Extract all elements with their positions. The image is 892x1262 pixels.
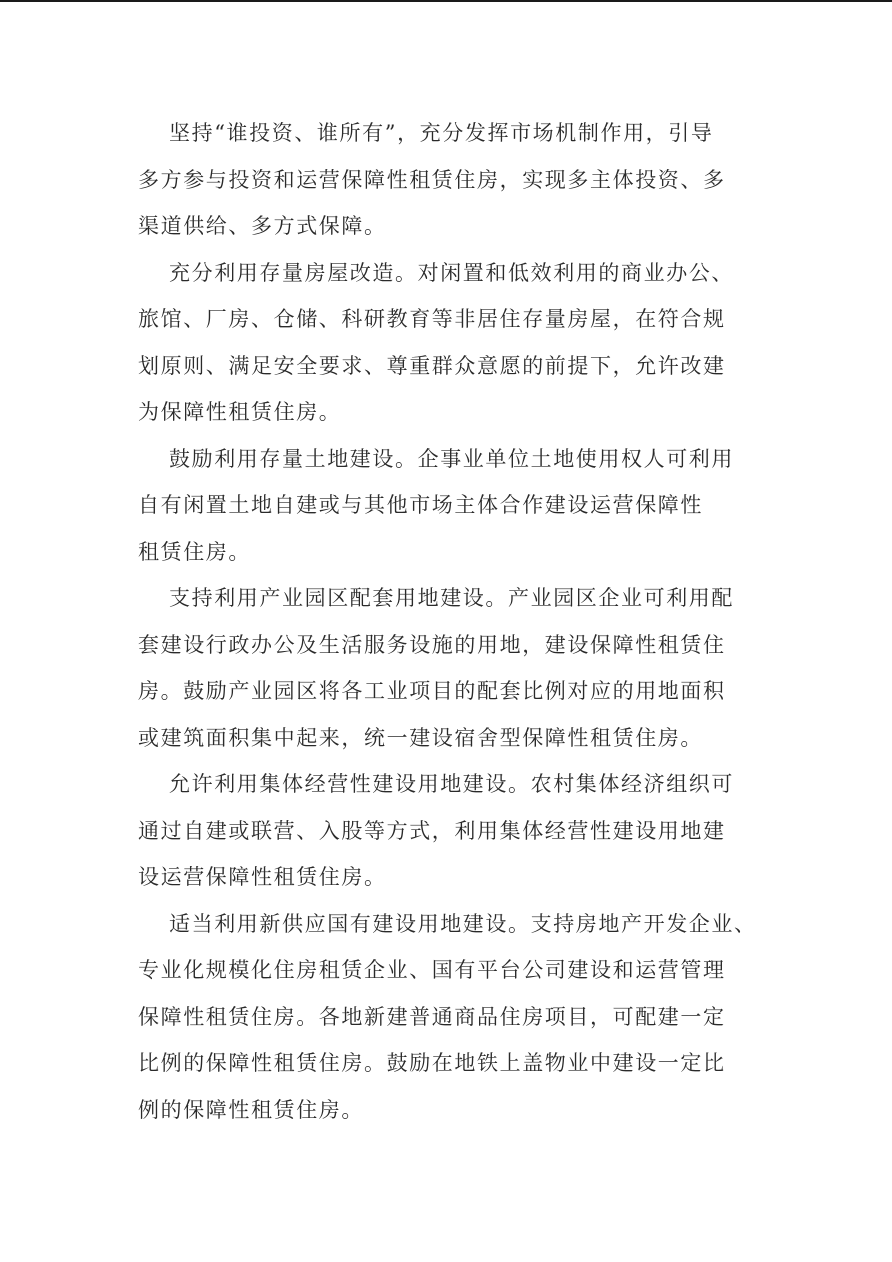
paragraph-line: 或建筑面积集中起来，统一建设宿舍型保障性租赁住房。 (138, 725, 703, 750)
paragraph-collective-land (138, 761, 768, 901)
paragraph-line: 旅馆、厂房、仓储、科研教育等非居住存量房屋，在符合规 (138, 307, 726, 331)
paragraph-line: 设运营保障性租赁住房。 (138, 865, 387, 889)
paragraph-industrial-park (138, 575, 768, 761)
paragraph-new-state-land (138, 901, 768, 1134)
paragraph-line: 坚持“谁投资、谁所有”，充分发挥市场机制作用，引导 (169, 121, 714, 145)
paragraph-line: 多方参与投资和运营保障性租赁住房，实现多主体投资、多 (138, 167, 726, 192)
paragraph-line: 自有闲置土地自建或与其他市场主体合作建设运营保障性 (138, 493, 703, 517)
paragraph-existing-housing (138, 250, 768, 436)
document-body (138, 110, 768, 1133)
paragraph-line: 保障性租赁住房。各地新建普通商品住房项目，可配建一定 (138, 1004, 726, 1029)
paragraph-line: 通过自建或联营、入股等方式，利用集体经营性建设用地建 (138, 818, 726, 843)
paragraph-line: 鼓励利用存量土地建设。企事业单位土地使用权人可利用 (169, 446, 734, 471)
paragraph-line: 适当利用新供应国有建设用地建设。支持房地产开发企业、 (169, 911, 757, 936)
paragraph-line: 例的保障性租赁住房。 (138, 1097, 364, 1122)
paragraph-line: 渠道供给、多方式保障。 (138, 214, 387, 238)
paragraph-line: 房。鼓励产业园区将各工业项目的配套比例对应的用地面积 (138, 679, 726, 703)
paragraph-line: 充分利用存量房屋改造。对闲置和低效利用的商业办公、 (169, 260, 734, 285)
paragraph-existing-land (138, 436, 768, 576)
paragraph-line: 租赁住房。 (138, 539, 251, 564)
paragraph-investment-principle (138, 110, 768, 250)
paragraph-line: 支持利用产业园区配套用地建设。产业园区企业可利用配 (169, 586, 734, 610)
paragraph-line: 套建设行政办公及生活服务设施的用地，建设保障性租赁住 (138, 632, 726, 657)
paragraph-line: 允许利用集体经营性建设用地建设。农村集体经济组织可 (169, 772, 734, 796)
paragraph-line: 比例的保障性租赁住房。鼓励在地铁上盖物业中建设一定比 (138, 1051, 726, 1075)
paragraph-line: 为保障性租赁住房。 (138, 400, 342, 424)
paragraph-line: 划原则、满足安全要求、尊重群众意愿的前提下，允许改建 (138, 353, 726, 378)
paragraph-line: 专业化规模化住房租赁企业、国有平台公司建设和运营管理 (138, 958, 726, 982)
